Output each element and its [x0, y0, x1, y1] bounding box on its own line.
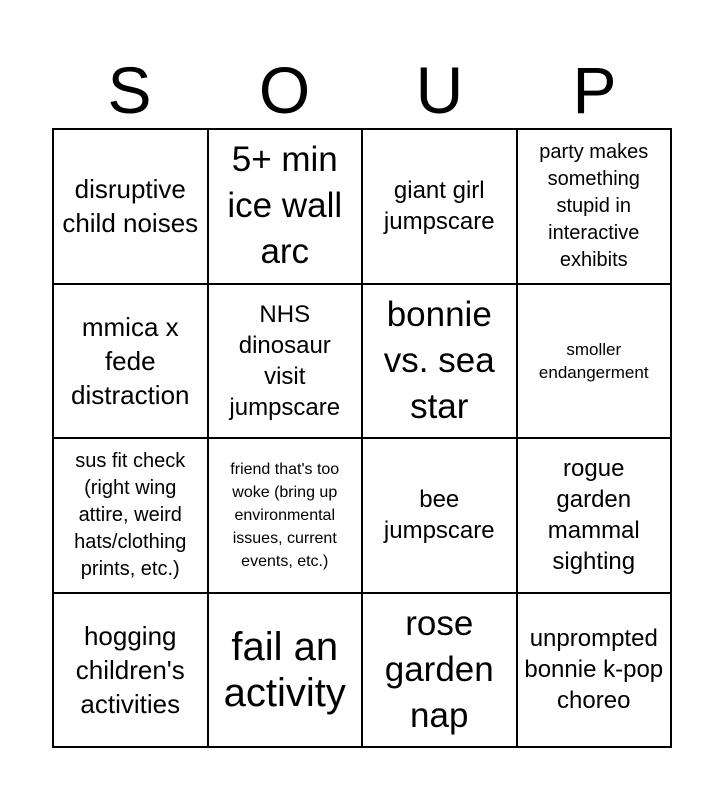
- bingo-cell[interactable]: [54, 285, 209, 440]
- cell-text: mmica x fede distraction: [71, 311, 190, 410]
- bingo-cell[interactable]: [209, 594, 364, 749]
- header-letter: O: [258, 53, 311, 127]
- bingo-cell[interactable]: [363, 285, 518, 440]
- bingo-cell[interactable]: [209, 285, 364, 440]
- header-letter: P: [572, 53, 617, 127]
- cell-text: giant girl jumpscare: [383, 177, 495, 236]
- bingo-cell[interactable]: [518, 439, 673, 594]
- header-letter: S: [107, 53, 152, 127]
- bingo-board: [52, 128, 672, 748]
- cell-text: rogue garden mammal sighting: [547, 455, 640, 576]
- cell-text: party makes something stupid in interactive exhibits: [539, 140, 649, 271]
- header-letter: U: [415, 53, 464, 127]
- bingo-cell[interactable]: [518, 285, 673, 440]
- bingo-cell[interactable]: [518, 594, 673, 749]
- cell-text: 5+ min ice wall arc: [227, 140, 343, 272]
- cell-text: sus fit check (right wing attire, weird hats/clothing prints, etc.): [74, 449, 187, 580]
- cell-text: bonnie vs. sea star: [383, 294, 495, 426]
- cell-text: hogging children's activities: [75, 620, 185, 719]
- cell-text: bee jumpscare: [383, 486, 495, 545]
- cell-text: rose garden nap: [384, 603, 494, 735]
- cell-text: disruptive child noises: [62, 174, 199, 239]
- bingo-cell[interactable]: [54, 594, 209, 749]
- bingo-header: [52, 52, 672, 128]
- bingo-cell[interactable]: [518, 130, 673, 285]
- bingo-cell[interactable]: [363, 594, 518, 749]
- cell-text: smoller endangerment: [538, 339, 649, 382]
- bingo-cell[interactable]: [363, 130, 518, 285]
- bingo-cell[interactable]: [363, 439, 518, 594]
- bingo-cell[interactable]: [54, 439, 209, 594]
- cell-text: friend that's too woke (bring up environmental issues, current events, etc.): [230, 460, 340, 570]
- cell-text: fail an activity: [223, 624, 346, 715]
- cell-text: unprompted bonnie k-pop choreo: [524, 625, 664, 715]
- bingo-cell[interactable]: [209, 439, 364, 594]
- cell-text: NHS dinosaur visit jumpscare: [229, 300, 341, 421]
- bingo-cell[interactable]: [54, 130, 209, 285]
- bingo-cell[interactable]: [209, 130, 364, 285]
